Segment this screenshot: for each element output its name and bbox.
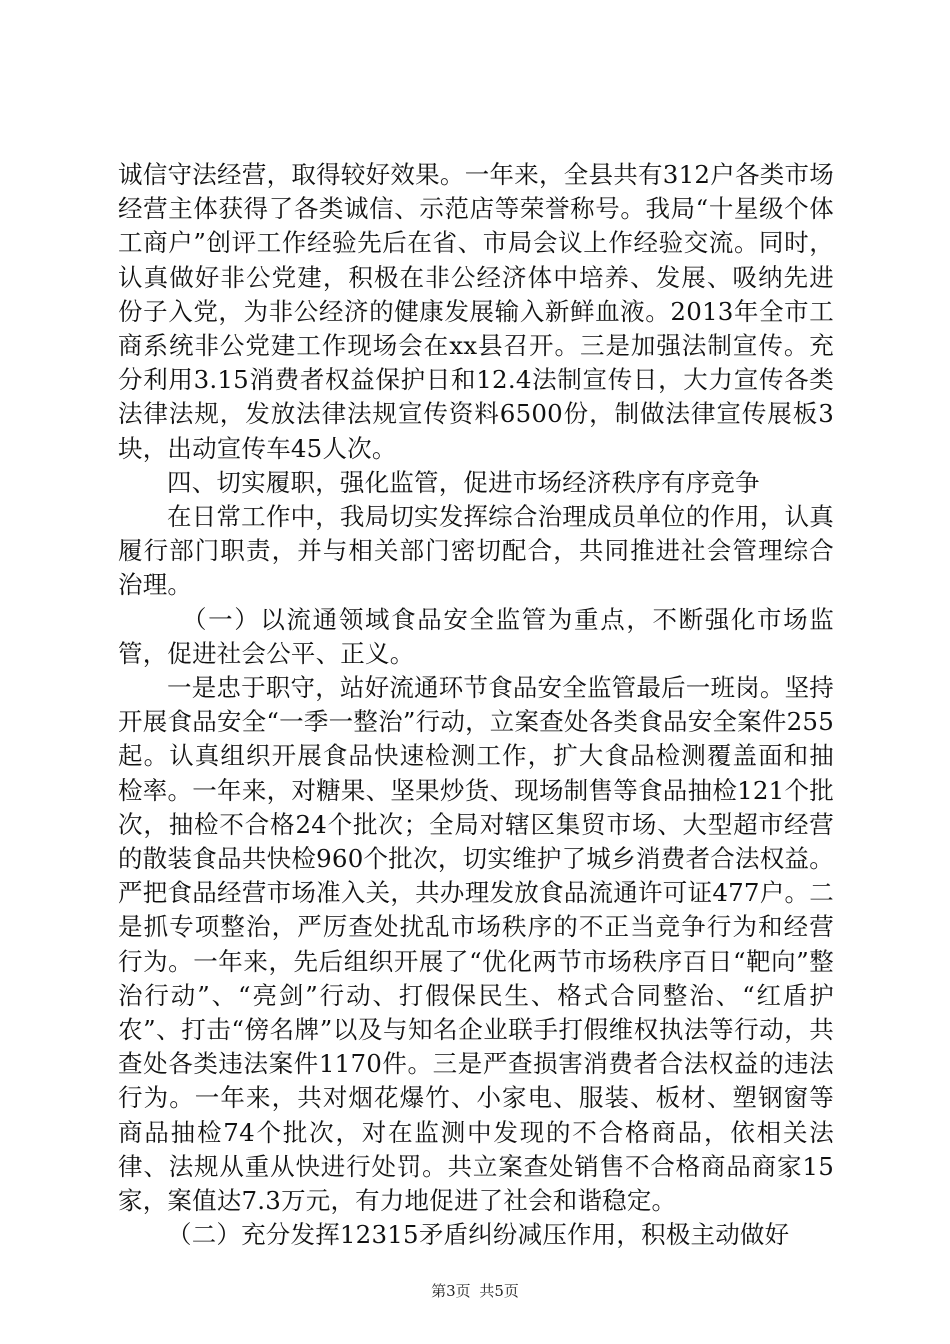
paragraph-daily-work: 在日常工作中，我局切实发挥综合治理成员单位的作用，认真履行部门职责，并与相关部门密切配合，共同推进社会管理综合治理。	[118, 502, 834, 600]
section-heading-four: 四、切实履职，强化监管，促进市场经济秩序有序竞争	[167, 467, 760, 497]
paragraph-integrity-honors: 诚信守法经营，取得较好效果。一年来，全县共有312户各类市场经营主体获得了各类诚信、示范店等荣誉称号。我局“十星级个体工商户”创评工作经验先后在省、市局会议上作经验交流。同时，认真做好非公党建，积极在非公经济体中培养、发展、吸纳先进份子入党，为非公经济的健康发展输入新鲜血液。2013年全市工商系统非公党建工作现场会在xx县召开。三是加强法制宣传。充分利用3.15消费者权益保护日和12.4法制宣传日，大力宣传各类法律法规，发放法律法规宣传资料6500份，制做法律宣传展板3块，出动宣传车45人次。	[118, 160, 834, 463]
page-number: 第3页	[431, 1282, 471, 1300]
subheading-food-safety: （一）以流通领域食品安全监管为重点，不断强化市场监管，促进社会公平、正义。	[118, 604, 834, 668]
page-total: 共5页	[479, 1282, 519, 1300]
document-body	[118, 158, 834, 1253]
paragraph-food-safety-details: 一是忠于职守，站好流通环节食品安全监管最后一班岗。坚持开展食品安全“一季一整治”行动，立案查处各类食品安全案件255起。认真组织开展食品快速检测工作，扩大食品检测覆盖面和抽检率。一年来，对糖果、坚果炒货、现场制售等食品抽检121个批次，抽检不合格24个批次；全局对辖区集贸市场、大型超市经营的散装食品共快检960个批次，切实维护了城乡消费者合法权益。严把食品经营市场准入关，共办理发放食品流通许可证477户。二是抓专项整治，严厉查处扰乱市场秩序的不正当竞争行为和经营行为。一年来，先后组织开展了“优化两节市场秩序百日“靶向”整治行动”、“亮剑”行动、打假保民生、格式合同整治、“红盾护农”、打击“傍名牌”以及与知名企业联手打假维权执法等行动，共查处各类违法案件1170件。三是严查损害消费者合法权益的违法行为。一年来，共对烟花爆竹、小家电、服装、板材、塑钢窗等商品抽检74个批次，对在监测中发现的不合格商品，依相关法律、法规从重从快进行处罚。共立案查处销售不合格商品商家15家，案值达7.3万元，有力地促进了社会和谐稳定。	[118, 673, 834, 1216]
subheading-12315: （二）充分发挥12315矛盾纠纷减压作用，积极主动做好	[167, 1220, 790, 1250]
page-footer	[0, 1280, 950, 1301]
